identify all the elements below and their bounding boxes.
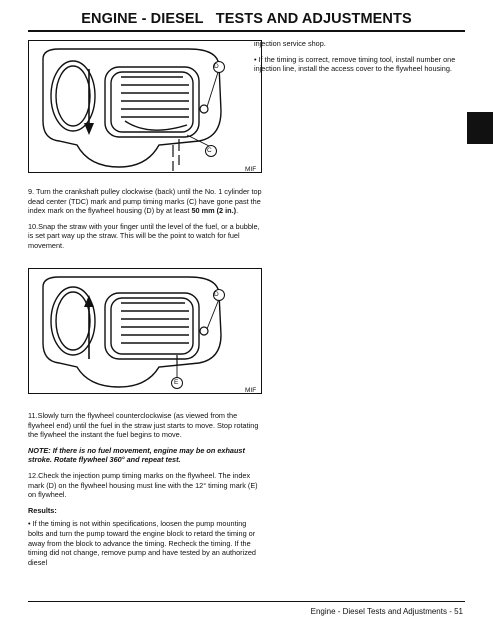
results-bullet-2: • If the timing is correct, remove timing tool, install number one injection line, install the access cover to the flywheel housing. (254, 54, 456, 74)
figure-2-drawing (29, 269, 262, 394)
figure-tag: MIF (245, 166, 257, 173)
note: NOTE: If there is no fuel movement, engine may be on exhaust stroke. Rotate flywheel 360° and repeat test. (28, 445, 245, 465)
callout-c: C (207, 147, 212, 154)
step-10: 10.Snap the straw with your finger until the level of the fuel, or a bubble, is set part way up the straw. This will be the point to watch for fuel movement. (28, 221, 260, 250)
right-column-text (254, 39, 466, 80)
callout-d: D (214, 291, 219, 298)
results-bullet-1: • If the timing is not within specifications, loosen the pump mounting bolts and turn the pump toward the engine block to retard the timing or away from the block to advance the timing. Recheck the timing. If the timing did not change, remove pump and have tested by an authorized diesel (28, 519, 256, 567)
step-11: 11.Slowly turn the flywheel counterclockwise (as viewed from the flywheel end) until the fuel in the straw just starts to move. Stop rotating the flywheel the instant the fuel begins to move. (28, 411, 259, 440)
page-footer (28, 601, 465, 616)
callout-d: D (214, 63, 219, 70)
step-12: 12.Check the injection pump timing marks on the flywheel. The index mark (D) on the flywheel housing must line with the 12° timing mark (E) on flywheel. (28, 470, 258, 500)
callout-e: E (174, 379, 179, 386)
left-column-text-1 (28, 187, 262, 257)
results-heading: Results: (28, 505, 57, 515)
figure-1-drawing (29, 41, 262, 173)
page-title: ENGINE - DIESEL TESTS AND ADJUSTMENTS (28, 11, 465, 32)
footer-text: Engine - Diesel Tests and Adjustments - 51 (310, 607, 463, 616)
section-tab-marker (467, 112, 493, 144)
step-9-measure: 50 mm (2 in.) (191, 206, 237, 216)
step-9: 9. Turn the crankshaft pulley clockwise (back) until the No. 1 cylinder top dead center (TDC) mark and pump timing marks (C) have gone past the index mark on the flywheel housing (D) by at least 50 mm (2 in.). (28, 187, 262, 216)
figure-tag: MIF (245, 387, 257, 394)
results-continued: injection service shop. (254, 39, 326, 48)
figure-timing-marks-past-index (28, 40, 262, 173)
figure-index-aligned-12-degree (28, 268, 262, 394)
left-column-text-2 (28, 411, 262, 573)
